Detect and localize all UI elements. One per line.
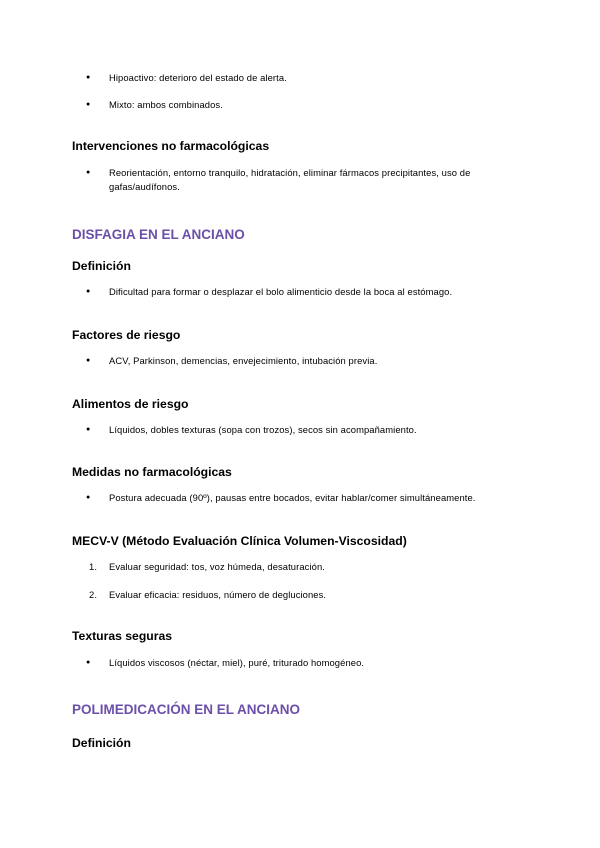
safe-textures-heading: Texturas seguras: [72, 629, 173, 643]
list-item: ● Hipoactivo: deterioro del estado de alerta.: [72, 71, 529, 85]
list-number: 1.: [89, 561, 98, 572]
risk-factors-heading: Factores de riesgo: [72, 328, 181, 342]
dysphagia-definition-heading: Definición: [72, 259, 131, 273]
dysphagia-section-block: [0, 226, 600, 244]
polypharmacy-definition-block: [0, 735, 600, 751]
list-item: ● Postura adecuada (90º), pausas entre bocados, evitar hablar/comer simultáneamente.: [72, 491, 529, 505]
non-pharma-measures-heading: Medidas no farmacológicas: [72, 465, 232, 479]
list-number: 2.: [89, 589, 98, 600]
interventions-heading-block: [0, 138, 600, 154]
non-pharma-measures-list-block: [0, 491, 600, 505]
risk-foods-list: [0, 423, 600, 437]
list-item-text: Evaluar seguridad: tos, voz húmeda, desaturación.: [109, 561, 325, 572]
mecv-heading: MECV-V (Método Evaluación Clínica Volumen-Viscosidad): [72, 534, 407, 548]
delirium-types-block: [0, 71, 600, 85]
mecv-list: [0, 560, 600, 574]
delirium-types-block-2: [0, 98, 600, 112]
risk-factors-block: [0, 327, 600, 343]
risk-factors-list: [0, 354, 600, 368]
list-item: ● Líquidos, dobles texturas (sopa con trozos), secos sin acompañamiento.: [72, 423, 529, 437]
mecv-block: [0, 533, 600, 549]
interventions-list: [0, 166, 600, 194]
list-item: ● Líquidos viscosos (néctar, miel), puré, triturado homogéneo.: [72, 656, 529, 670]
dysphagia-section-title: DISFAGIA EN EL ANCIANO: [72, 227, 245, 242]
list-item-text: Evaluar eficacia: residuos, número de degluciones.: [109, 589, 327, 600]
risk-foods-heading: Alimentos de riesgo: [72, 397, 189, 411]
dysphagia-definition-list-block: [0, 285, 600, 299]
list-item: [72, 588, 529, 602]
safe-textures-block: [0, 628, 600, 644]
polypharmacy-section-title: POLIMEDICACIÓN EN EL ANCIANO: [72, 702, 301, 717]
risk-foods-block: [0, 396, 600, 412]
list-item: [72, 560, 529, 574]
mecv-list-block-1: [0, 560, 600, 574]
non-pharma-measures-list: [0, 491, 600, 505]
risk-foods-list-block: [0, 423, 600, 437]
polypharmacy-definition-heading: Definición: [72, 736, 131, 750]
polypharmacy-section-block: [0, 701, 600, 719]
safe-textures-list-block: [0, 656, 600, 670]
mecv-list-2: [0, 588, 600, 602]
mecv-list-block-2: [0, 588, 600, 602]
risk-factors-list-block: [0, 354, 600, 368]
dysphagia-definition-block: [0, 258, 600, 274]
dysphagia-definition-list: [0, 285, 600, 299]
delirium-types-list-2: [0, 98, 600, 112]
list-item: ● Mixto: ambos combinados.: [72, 98, 529, 112]
list-item: ● Dificultad para formar o desplazar el bolo alimenticio desde la boca al estómago.: [72, 285, 529, 299]
non-pharma-measures-block: [0, 464, 600, 480]
safe-textures-list: [0, 656, 600, 670]
interventions-heading: Intervenciones no farmacológicas: [72, 139, 270, 153]
list-item: ● ACV, Parkinson, demencias, envejecimiento, intubación previa.: [72, 354, 529, 368]
interventions-list-block: [0, 166, 600, 194]
list-item: ● Reorientación, entorno tranquilo, hidratación, eliminar fármacos precipitantes, uso de gafas/audífonos.: [72, 166, 529, 194]
delirium-types-list: [0, 71, 600, 85]
